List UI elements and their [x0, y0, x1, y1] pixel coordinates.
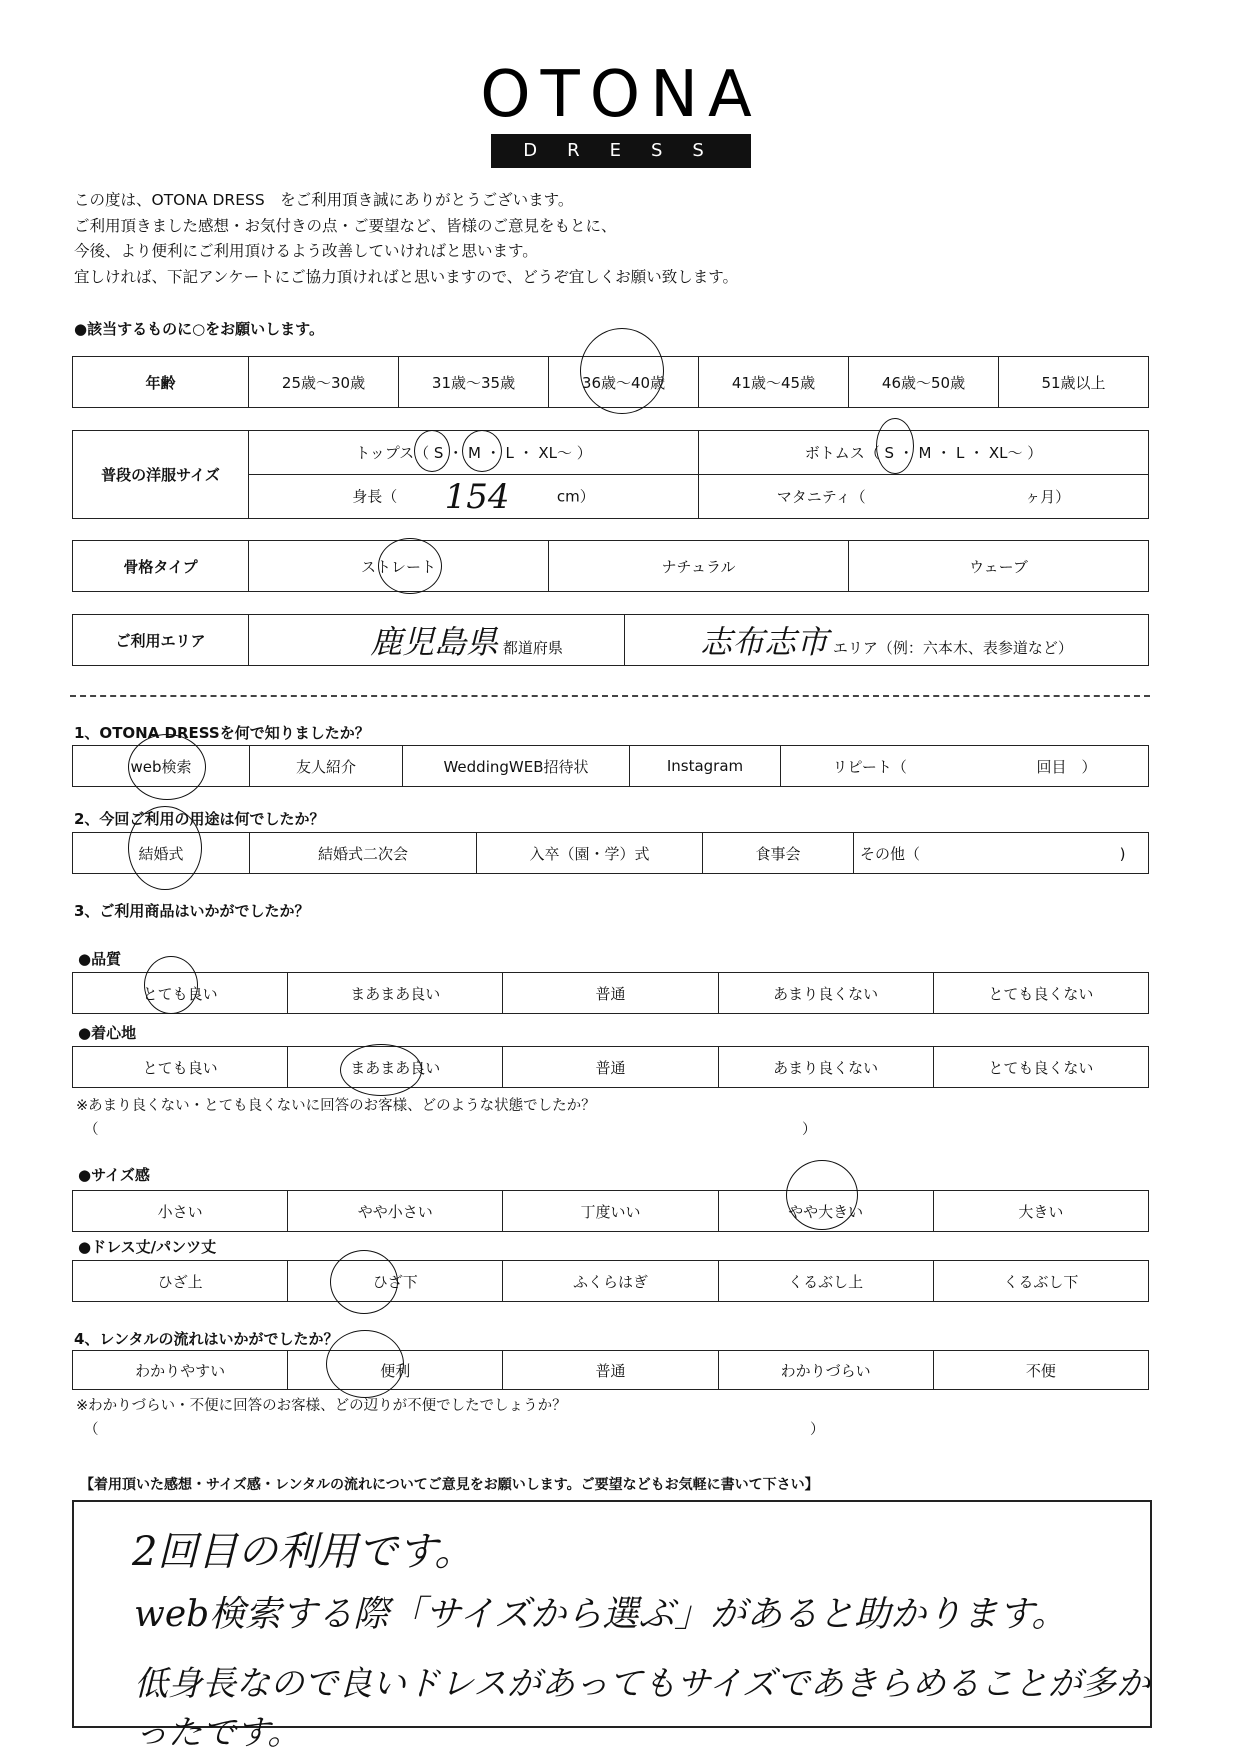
mark-circle: [144, 956, 198, 1014]
comfort-label: ●着心地: [78, 1024, 137, 1042]
length-option[interactable]: ふくらはぎ: [503, 1261, 718, 1302]
quality-table: [72, 972, 1149, 1014]
height-label: 身長（: [352, 487, 398, 505]
other-label: その他（: [860, 844, 921, 863]
height-field[interactable]: [249, 475, 699, 519]
mark-circle: [414, 430, 450, 472]
fit-label: ●サイズ感: [78, 1166, 150, 1184]
frame-option[interactable]: ナチュラル: [549, 541, 849, 592]
comfort-option[interactable]: とても良くない: [933, 1047, 1148, 1088]
mark-circle: [326, 1330, 404, 1398]
fit-option[interactable]: 丁度いい: [503, 1191, 718, 1232]
q4-title: 4、レンタルの流れはいかがでしたか？: [74, 1330, 339, 1348]
mark-circle: [340, 1044, 422, 1096]
size-label: 普段の洋服サイズ: [73, 431, 249, 519]
fit-option[interactable]: 大きい: [933, 1191, 1148, 1232]
fit-option[interactable]: 小さい: [73, 1191, 288, 1232]
mark-circle: [580, 328, 664, 414]
q4-option[interactable]: 不便: [933, 1351, 1148, 1390]
comfort-table: [72, 1046, 1149, 1088]
q1-option[interactable]: 友人紹介: [250, 746, 403, 787]
q2-option[interactable]: 入卒（園・学）式: [477, 833, 703, 874]
city-value: 志布志市: [700, 623, 829, 661]
q4-paren-open: （: [84, 1422, 99, 1438]
comment-line: web検索する際「サイズから選ぶ」があると助かります。: [134, 1594, 1068, 1635]
logo: OTONA: [480, 58, 762, 132]
q1-title: 1、OTONA DRESSを何で知りましたか？: [74, 724, 370, 742]
age-option[interactable]: 25歳〜30歳: [249, 357, 399, 408]
logo-sub: DRESS: [491, 134, 751, 168]
comment-line: 2回目の利用です。: [132, 1529, 475, 1575]
comfort-note: ※あまり良くない・とても良くないに回答のお客様、どのような状態でしたか？: [76, 1098, 596, 1114]
comments-box[interactable]: [72, 1500, 1152, 1753]
age-option[interactable]: 51歳以上: [999, 357, 1149, 408]
q1-option[interactable]: WeddingWEB招待状: [403, 746, 630, 787]
age-option[interactable]: 31歳〜35歳: [399, 357, 549, 408]
bottoms-size[interactable]: ボトムス（ S ・ M ・ L ・ XL〜 ）: [699, 431, 1149, 475]
length-option-selected[interactable]: ひざ下: [288, 1261, 503, 1302]
pref-field[interactable]: [249, 615, 625, 666]
pref-label: 都道府県: [502, 639, 563, 657]
size-table: [72, 430, 1149, 519]
comfort-paren-open: （: [84, 1122, 99, 1138]
q2-option[interactable]: 結婚式二次会: [250, 833, 477, 874]
height-unit: cm）: [556, 487, 595, 505]
mark-circle: [876, 418, 914, 474]
profile-heading: ●該当するものに○をお願いします。: [74, 320, 324, 338]
pref-value: 鹿児島県: [370, 623, 499, 661]
comfort-option[interactable]: あまり良くない: [718, 1047, 933, 1088]
frame-label: 骨格タイプ: [73, 541, 249, 592]
divider: [70, 695, 1150, 697]
quality-option[interactable]: とても良くない: [933, 973, 1148, 1014]
q1-option-repeat[interactable]: [781, 746, 1149, 787]
area-table: [72, 614, 1149, 666]
q4-option[interactable]: 普通: [503, 1351, 718, 1390]
mark-circle: [378, 538, 442, 594]
q3-title: 3、ご利用商品はいかがでしたか？: [74, 902, 310, 920]
city-label: エリア（例：六本木、表参道など）: [832, 639, 1073, 657]
q2-option[interactable]: 食事会: [703, 833, 854, 874]
height-value: 154: [444, 476, 510, 517]
frame-option-selected[interactable]: ストレート: [249, 541, 549, 592]
age-option[interactable]: 41歳〜45歳: [699, 357, 849, 408]
length-option[interactable]: くるぶし上: [718, 1261, 933, 1302]
q1-option-selected[interactable]: web検索: [73, 746, 250, 787]
repeat-unit: 回目 ）: [1036, 757, 1097, 776]
quality-option[interactable]: あまり良くない: [718, 973, 933, 1014]
comfort-paren-close: ）: [802, 1122, 817, 1138]
mark-circle: [128, 806, 202, 890]
comments-title: 【着用頂いた感想・サイズ感・レンタルの流れについてご意見をお願いします。ご要望などもお気軽に書いて下さい】: [80, 1477, 819, 1493]
age-option-selected[interactable]: 36歳〜40歳: [549, 357, 699, 408]
intro-line: この度は、OTONA DRESS をご利用頂き誠にありがとうございます。: [74, 191, 574, 209]
intro-line: 今後、より便利にご利用頂けるよう改善していければと思います。: [74, 242, 538, 260]
mark-circle: [462, 430, 502, 472]
comfort-option[interactable]: とても良い: [73, 1047, 288, 1088]
q4-note: ※わかりづらい・不便に回答のお客様、どの辺りが不便でしたでしょうか？: [76, 1398, 567, 1414]
q4-option[interactable]: わかりづらい: [718, 1351, 933, 1390]
q2-table: [72, 832, 1149, 874]
mark-circle: [786, 1160, 858, 1230]
q1-table: [72, 745, 1149, 787]
frame-option[interactable]: ウェーブ: [849, 541, 1149, 592]
age-option[interactable]: 46歳〜50歳: [849, 357, 999, 408]
length-table: [72, 1260, 1149, 1302]
other-close: ): [1119, 844, 1126, 863]
intro-line: 宜しければ、下記アンケートにご協力頂ければと思いますので、どうぞ宜しくお願い致します。: [74, 267, 739, 286]
area-label: ご利用エリア: [73, 615, 249, 666]
q4-table: [72, 1350, 1149, 1390]
intro-text: [74, 188, 738, 290]
fit-table: [72, 1190, 1149, 1232]
intro-line: ご利用頂きました感想・お気付きの点・ご要望など、皆様のご意見をもとに、: [74, 216, 617, 235]
repeat-label: リピート（: [832, 757, 907, 776]
q2-option-other[interactable]: [854, 833, 1149, 874]
comfort-option-selected[interactable]: まあまあ良い: [288, 1047, 503, 1088]
mark-circle: [128, 734, 206, 800]
maternity-field[interactable]: [699, 475, 1149, 519]
age-label: 年齢: [73, 357, 249, 408]
q4-paren-close: ）: [810, 1422, 825, 1438]
fit-option-selected[interactable]: やや大きい: [718, 1191, 933, 1232]
q4-option-selected[interactable]: 便利: [288, 1351, 503, 1390]
q1-option[interactable]: Instagram: [630, 746, 781, 787]
fit-option[interactable]: やや小さい: [288, 1191, 503, 1232]
quality-label: ●品質: [78, 950, 122, 968]
maternity-unit: ヶ月）: [1025, 488, 1071, 506]
comfort-option[interactable]: 普通: [503, 1047, 718, 1088]
quality-option[interactable]: 普通: [503, 973, 718, 1014]
comment-line: 低身長なので良いドレスがあってもサイズであきらめることが多かったです。: [134, 1664, 1150, 1753]
maternity-label: マタニティ（: [776, 488, 866, 506]
mark-circle: [330, 1250, 398, 1314]
q2-option-selected[interactable]: 結婚式: [73, 833, 250, 874]
frame-table: [72, 540, 1149, 592]
quality-option[interactable]: まあまあ良い: [288, 973, 503, 1014]
length-option[interactable]: くるぶし下: [933, 1261, 1148, 1302]
length-option[interactable]: ひざ上: [73, 1261, 288, 1302]
city-field[interactable]: [625, 615, 1149, 666]
quality-option-selected[interactable]: とても良い: [73, 973, 288, 1014]
q2-title: 2、今回ご利用の用途は何でしたか？: [74, 810, 325, 828]
q4-option[interactable]: わかりやすい: [73, 1351, 288, 1390]
tops-size[interactable]: トップス（ S ・ M ・ L ・ XL〜 ）: [249, 431, 699, 475]
length-label: ●ドレス丈/パンツ丈: [78, 1238, 217, 1256]
